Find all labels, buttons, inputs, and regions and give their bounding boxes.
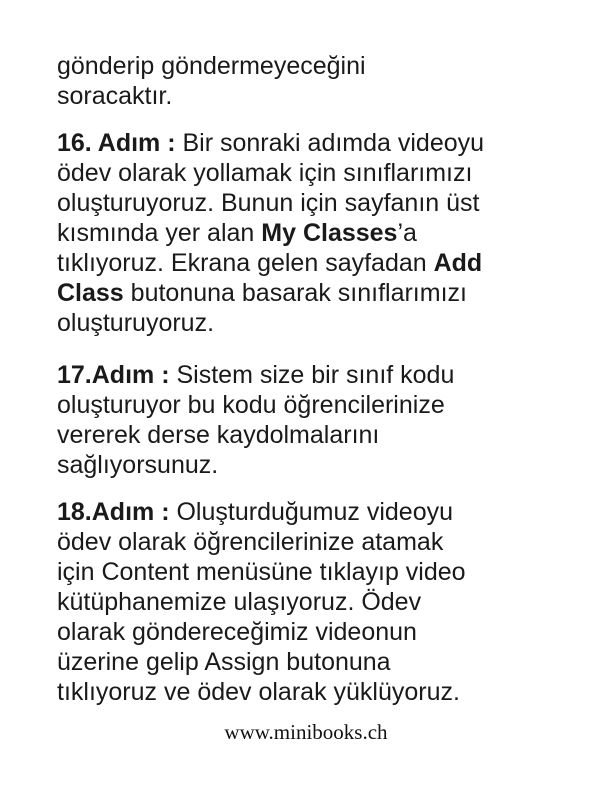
text-run: ödev olarak öğrencilerinize atamak xyxy=(57,528,444,556)
text-line xyxy=(57,278,577,308)
footer-url: www.minibooks.ch xyxy=(224,720,388,744)
text-run: vererek derse kaydolmalarını xyxy=(57,421,380,449)
text-run: kısmında yer alan xyxy=(57,219,262,247)
text-run: ödev olarak yollamak için sınıflarımızı xyxy=(57,159,473,187)
bold-text-run: Add xyxy=(433,249,483,277)
text-run: için Content menüsüne tıklayıp video xyxy=(57,558,466,586)
text-run: tıklıyoruz. Ekrana gelen sayfadan xyxy=(57,249,434,277)
text-line xyxy=(57,450,577,480)
bold-text-run: 17.Adım : xyxy=(57,361,177,389)
text-line xyxy=(57,128,577,158)
bold-text-run: Class xyxy=(57,279,124,307)
text-run: Bir sonraki adımda videoyu xyxy=(182,129,485,157)
paragraph-intro-continuation xyxy=(57,51,577,111)
text-run: butonuna basarak sınıflarımızı xyxy=(123,279,467,307)
paragraph-step-17 xyxy=(57,360,577,480)
text-line xyxy=(57,420,577,450)
text-run: tıklıyoruz ve ödev olarak yüklüyoruz. xyxy=(57,678,460,706)
text-line xyxy=(57,557,577,587)
text-line xyxy=(57,390,577,420)
text-line xyxy=(57,587,577,617)
text-run: Sistem size bir sınıf kodu xyxy=(176,361,455,389)
text-run: ’a xyxy=(397,219,417,247)
text-line xyxy=(57,218,577,248)
text-run: üzerine gelip Assign butonuna xyxy=(57,648,391,676)
bold-text-run: My Classes xyxy=(261,219,398,247)
text-line xyxy=(57,81,577,111)
text-run: oluşturuyoruz. Bunun için sayfanın üst xyxy=(57,189,480,217)
paragraph-step-18 xyxy=(57,497,577,707)
text-run: oluşturuyor bu kodu öğrencilerinize xyxy=(57,391,445,419)
text-line xyxy=(57,497,577,527)
paragraph-step-16 xyxy=(57,128,577,338)
text-line xyxy=(57,51,577,81)
text-run: olarak göndereceğimiz videonun xyxy=(57,618,417,646)
text-run: soracaktır. xyxy=(57,82,173,110)
text-line xyxy=(57,527,577,557)
text-line xyxy=(57,360,577,390)
text-line xyxy=(57,677,577,707)
text-line xyxy=(57,158,577,188)
text-line xyxy=(57,188,577,218)
text-line xyxy=(57,308,577,338)
bold-text-run: 18.Adım : xyxy=(57,498,177,526)
text-run: sağlıyorsunuz. xyxy=(57,451,219,479)
text-run: kütüphanemize ulaşıyoruz. Ödev xyxy=(57,588,422,616)
bold-text-run: 16. Adım : xyxy=(57,129,183,157)
text-run: gönderip göndermeyeceğini xyxy=(57,52,366,80)
text-line xyxy=(57,617,577,647)
text-line xyxy=(57,647,577,677)
text-run: oluşturuyoruz. xyxy=(57,309,215,337)
text-line xyxy=(57,248,577,278)
text-run: Oluşturduğumuz videoyu xyxy=(176,498,454,526)
